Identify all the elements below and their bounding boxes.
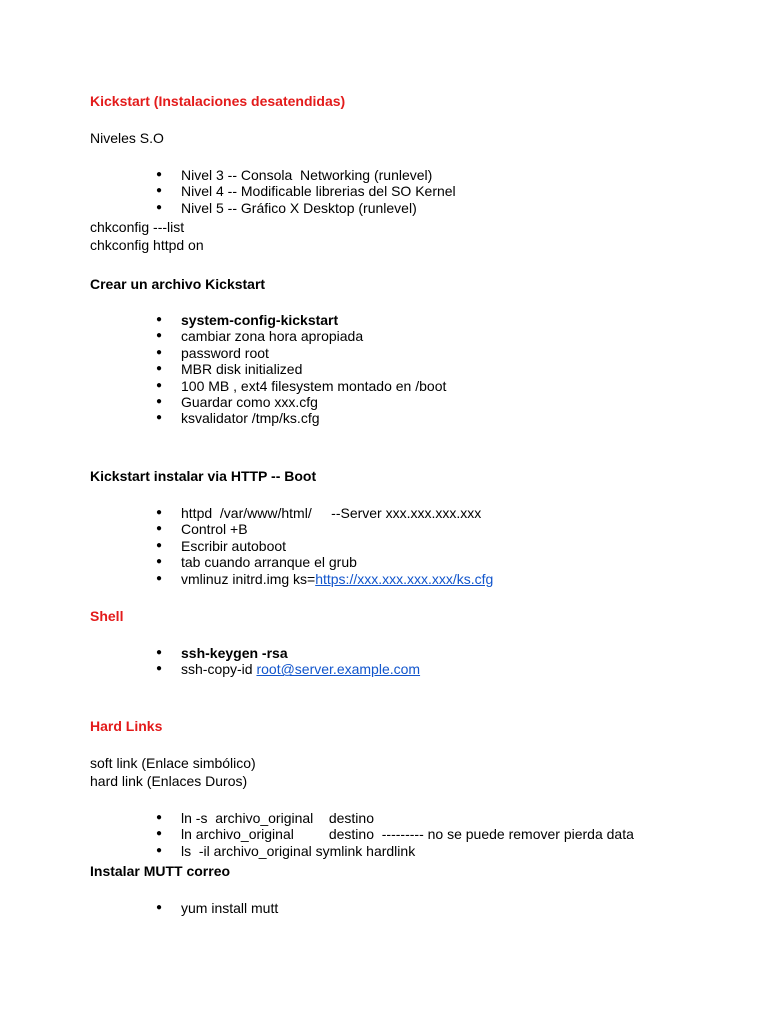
- list-item: ● yum install mutt: [156, 900, 278, 916]
- chkconfig-list-text: chkconfig ---list: [90, 219, 185, 235]
- list-item: ● ssh-keygen -rsa: [156, 645, 420, 661]
- heading-hard-links: Hard Links: [90, 718, 163, 734]
- list-item: ● password root: [156, 345, 446, 361]
- list-item: ● ln -s archivo_original destino: [156, 810, 634, 826]
- soft-link-text: soft link (Enlace simbólico): [90, 755, 256, 771]
- root-server-link[interactable]: root@server.example.com: [256, 661, 421, 678]
- list-item: ● ksvalidator /tmp/ks.cfg: [156, 410, 446, 426]
- list-item: ● 100 MB , ext4 filesystem montado en /boot: [156, 378, 446, 394]
- heading-kickstart: Kickstart (Instalaciones desatendidas): [90, 93, 346, 109]
- heading-crear-kickstart: Crear un archivo Kickstart: [90, 276, 266, 292]
- heading-kickstart-http: Kickstart instalar via HTTP -- Boot: [90, 468, 317, 484]
- mutt-list: [156, 900, 278, 916]
- crear-list: [156, 312, 446, 427]
- list-item: ● httpd /var/www/html/ --Server xxx.xxx.xxx.xxx: [156, 505, 493, 521]
- list-item: ● Control +B: [156, 521, 493, 537]
- niveles-list: [156, 167, 456, 216]
- ks-cfg-link[interactable]: https://xxx.xxx.xxx.xxx/ks.cfg: [315, 570, 494, 587]
- list-item: ● tab cuando arranque el grub: [156, 554, 493, 570]
- chkconfig-httpd-text: chkconfig httpd on: [90, 237, 204, 253]
- list-item: ● Escribir autoboot: [156, 538, 493, 554]
- list-item: ● Nivel 3 -- Consola Networking (runlevel): [156, 167, 456, 183]
- hard-link-text: hard link (Enlaces Duros): [90, 773, 248, 789]
- links-list: [156, 810, 634, 859]
- heading-instalar-mutt: Instalar MUTT correo: [90, 863, 231, 879]
- list-item: ● MBR disk initialized: [156, 361, 446, 377]
- list-item: ● Nivel 4 -- Modificable librerias del SO Kernel: [156, 183, 456, 199]
- list-item: ● Nivel 5 -- Gráfico X Desktop (runlevel): [156, 200, 456, 216]
- list-item: [156, 661, 420, 677]
- list-item: [156, 571, 493, 587]
- list-item: ● ln archivo_original destino --------- no se puede remover pierda data: [156, 826, 634, 842]
- list-item: ● Guardar como xxx.cfg: [156, 394, 446, 410]
- vmlinuz-text: vmlinuz initrd.img ks=: [181, 570, 316, 587]
- list-item: ● cambiar zona hora apropiada: [156, 328, 446, 344]
- heading-shell: Shell: [90, 608, 124, 624]
- niveles-so-text: Niveles S.O: [90, 130, 164, 146]
- list-item: ● ls -il archivo_original symlink hardlink: [156, 843, 634, 859]
- shell-list: [156, 645, 420, 678]
- http-list: [156, 505, 493, 587]
- list-item: ● system-config-kickstart: [156, 312, 446, 328]
- ssh-copy-id-text: ssh-copy-id: [181, 661, 257, 678]
